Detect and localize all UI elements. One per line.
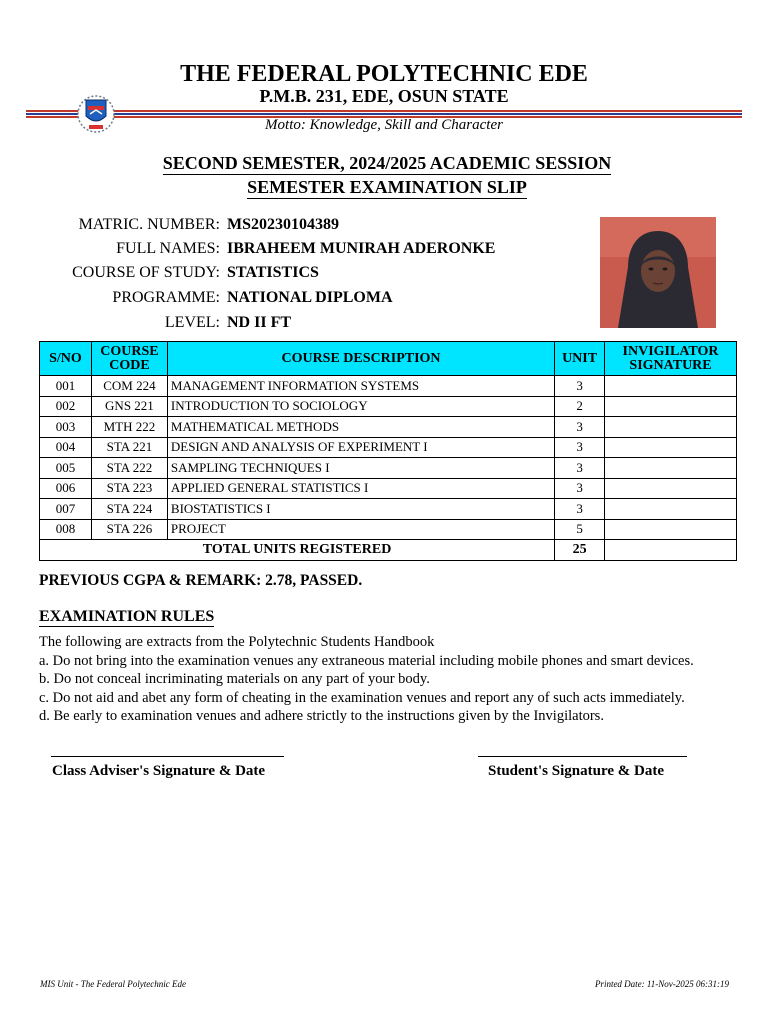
unit-cell: 2 — [555, 396, 605, 417]
course-table — [39, 341, 737, 561]
total-units-label: TOTAL UNITS REGISTERED — [40, 540, 555, 561]
signature-cell — [605, 519, 737, 540]
matric-label: MATRIC. NUMBER: — [78, 216, 220, 233]
rule-item: d. Be early to examination venues and adhere strictly to the instructions given by the Invigilators. — [39, 708, 604, 724]
course-description-cell: INTRODUCTION TO SOCIOLOGY — [167, 396, 554, 417]
rules-heading: EXAMINATION RULES — [39, 608, 215, 625]
course-description-cell: DESIGN AND ANALYSIS OF EXPERIMENT I — [167, 437, 554, 458]
table-row — [40, 376, 737, 397]
course-code-cell: MTH 222 — [91, 417, 167, 438]
total-row — [40, 540, 737, 561]
unit-cell: 3 — [555, 499, 605, 520]
full-names-label: FULL NAMES: — [116, 240, 220, 257]
unit-cell: 3 — [555, 458, 605, 479]
rule-item: a. Do not bring into the examination venues any extraneous material including mobile phones and smart devices. — [39, 652, 694, 669]
course-code-cell: STA 221 — [91, 437, 167, 458]
course-description-cell: SAMPLING TECHNIQUES I — [167, 458, 554, 479]
level-label: LEVEL: — [164, 314, 220, 331]
sno-cell: 001 — [40, 376, 92, 397]
signature-cell — [605, 478, 737, 499]
signature-cell — [605, 417, 737, 438]
footer-mis-unit: MIS Unit - The Federal Polytechnic Ede — [40, 979, 186, 989]
unit-cell: 3 — [555, 417, 605, 438]
previous-cgpa: PREVIOUS CGPA & REMARK: 2.78, PASSED. — [39, 572, 363, 589]
unit-cell: 3 — [555, 376, 605, 397]
footer-printed-date: Printed Date: 11-Nov-2025 06:31:19 — [594, 979, 729, 989]
course-code-cell: COM 224 — [91, 376, 167, 397]
unit-cell: 5 — [555, 519, 605, 540]
rule-item: b. Do not conceal incriminating materials on any part of your body. — [39, 671, 430, 687]
course-description-header: COURSE DESCRIPTION — [167, 342, 554, 376]
course-code-cell: GNS 221 — [91, 396, 167, 417]
header-stripe-middle — [26, 113, 742, 115]
sno-cell: 005 — [40, 458, 92, 479]
course-of-study-label: COURSE OF STUDY: — [72, 264, 220, 281]
total-signature-cell — [605, 540, 737, 561]
programme-value: NATIONAL DIPLOMA — [227, 289, 393, 306]
matric-value: MS20230104389 — [227, 216, 339, 233]
full-names-value: IBRAHEEM MUNIRAH ADERONKE — [227, 240, 496, 257]
course-code-cell: STA 226 — [91, 519, 167, 540]
student-signature-label: Student's Signature & Date — [488, 763, 664, 779]
programme-label: PROGRAMME: — [112, 289, 220, 306]
unit-header: UNIT — [555, 342, 605, 376]
course-of-study-value: STATISTICS — [227, 264, 319, 281]
course-description-cell: BIOSTATISTICS I — [167, 499, 554, 520]
course-description-cell: MANAGEMENT INFORMATION SYSTEMS — [167, 376, 554, 397]
table-row — [40, 458, 737, 479]
unit-cell: 3 — [555, 437, 605, 458]
rule-item: c. Do not aid and abet any form of cheating in the examination venues and report any of such acts immediately. — [39, 689, 685, 706]
unit-cell: 3 — [555, 478, 605, 499]
sno-cell: 002 — [40, 396, 92, 417]
signature-cell — [605, 437, 737, 458]
course-code-cell: STA 224 — [91, 499, 167, 520]
table-row — [40, 519, 737, 540]
table-row — [40, 499, 737, 520]
sno-header: S/NO — [40, 342, 92, 376]
invigilator-signature-header: INVIGILATOR SIGNATURE — [605, 342, 737, 376]
student-signature-line — [478, 756, 687, 757]
table-header-row — [40, 342, 737, 376]
student-photo — [600, 217, 716, 328]
table-row — [40, 417, 737, 438]
header-stripe-top — [26, 110, 742, 112]
course-description-cell: MATHEMATICAL METHODS — [167, 417, 554, 438]
adviser-signature-label: Class Adviser's Signature & Date — [52, 763, 266, 779]
course-description-cell: PROJECT — [167, 519, 554, 540]
course-code-cell: STA 222 — [91, 458, 167, 479]
table-row — [40, 437, 737, 458]
slip-title: SEMESTER EXAMINATION SLIP — [247, 177, 527, 197]
sno-cell: 003 — [40, 417, 92, 438]
sno-cell: 008 — [40, 519, 92, 540]
course-description-cell: APPLIED GENERAL STATISTICS I — [167, 478, 554, 499]
signature-cell — [605, 499, 737, 520]
table-row — [40, 396, 737, 417]
signature-cell — [605, 458, 737, 479]
table-row — [40, 478, 737, 499]
level-value: ND II FT — [227, 314, 292, 331]
course-code-header: COURSE CODE — [91, 342, 167, 376]
signature-cell — [605, 396, 737, 417]
adviser-signature-line — [51, 756, 284, 757]
session-title: SECOND SEMESTER, 2024/2025 ACADEMIC SESSION — [162, 153, 612, 173]
sno-cell: 004 — [40, 437, 92, 458]
sno-cell: 006 — [40, 478, 92, 499]
sno-cell: 007 — [40, 499, 92, 520]
institution-motto: Motto: Knowledge, Skill and Character — [265, 117, 503, 133]
institution-name: THE FEDERAL POLYTECHNIC EDE — [180, 61, 588, 87]
signature-cell — [605, 376, 737, 397]
rules-list — [39, 633, 754, 726]
total-units-value: 25 — [555, 540, 605, 561]
course-code-cell: STA 223 — [91, 478, 167, 499]
institution-address: P.M.B. 231, EDE, OSUN STATE — [259, 86, 509, 106]
rules-intro: The following are extracts from the Polytechnic Students Handbook — [39, 634, 435, 650]
